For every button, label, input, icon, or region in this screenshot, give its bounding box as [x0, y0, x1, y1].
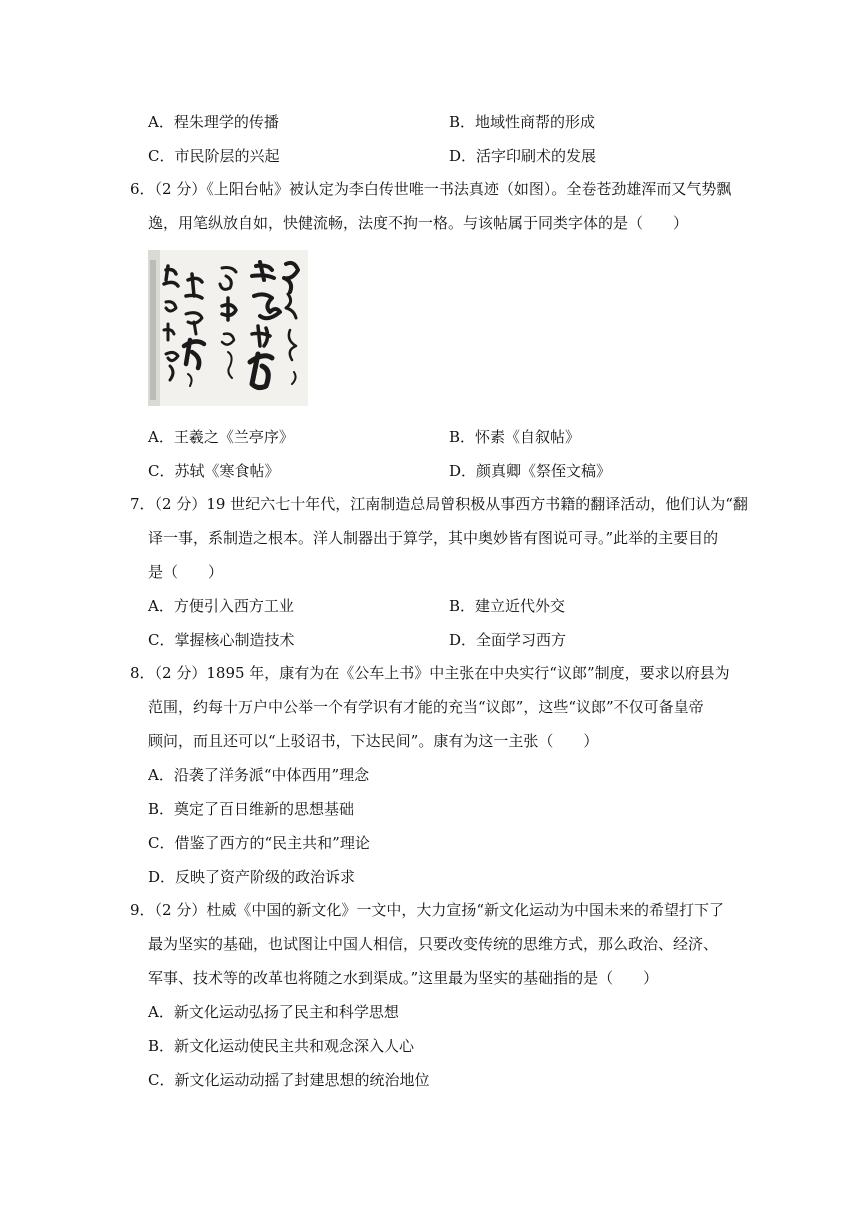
- q5-option-b: B．地域性商帮的形成: [449, 113, 596, 131]
- q8-stem-line-3: 顾问，而且还可以“上驳诏书，下达民间”。康有为这一主张（ ）: [148, 732, 599, 750]
- q6-option-b: B．怀素《自叙帖》: [449, 428, 581, 446]
- q8-option-d: D．反映了资产阶级的政治诉求: [148, 868, 356, 886]
- q7-option-b: B．建立近代外交: [449, 597, 566, 615]
- q7-option-a: A．方便引入西方工业: [148, 597, 294, 615]
- calligraphy-image: [148, 250, 308, 406]
- q8-stem-line-1: 8．（2 分）1895 年，康有为在《公车上书》中主张在中央实行“议郎”制度，要求以府县为: [130, 664, 730, 682]
- q9-option-a: A．新文化运动弘扬了民主和科学思想: [148, 1003, 399, 1021]
- q8-option-c: C．借鉴了西方的“民主共和”理论: [148, 834, 370, 852]
- q7-stem-line-2: 译一事，系制造之根本。洋人制器出于算学，其中奥妙皆有图说可寻。”此举的主要目的: [148, 529, 719, 547]
- q7-option-d: D．全面学习西方: [449, 631, 567, 649]
- q6-stem-line-2: 逸，用笔纵放自如，快健流畅，法度不拘一格。与该帖属于同类字体的是（ ）: [148, 214, 689, 232]
- calligraphy-strokes: [148, 250, 308, 406]
- q8-option-a: A．沿袭了洋务派“中体西用”理念: [148, 766, 370, 784]
- q5-option-a: A．程朱理学的传播: [148, 113, 279, 131]
- q6-option-a: A．王羲之《兰亭序》: [148, 428, 294, 446]
- q7-stem-line-3: 是（ ）: [148, 563, 224, 581]
- q8-stem-line-2: 范围，约每十万户中公举一个有学识有才能的充当“议郎”，这些“议郎”不仅可备皇帝: [148, 698, 704, 716]
- q9-stem-line-2: 最为坚实的基础，也试图让中国人相信，只要改变传统的思维方式，那么政治、经济、: [148, 935, 719, 953]
- q8-option-b: B．奠定了百日维新的思想基础: [148, 800, 355, 818]
- q7-option-c: C．掌握核心制造技术: [148, 631, 295, 649]
- q9-option-c: C．新文化运动动摇了封建思想的统治地位: [148, 1071, 430, 1089]
- q5-option-d: D．活字印刷术的发展: [449, 147, 597, 165]
- q9-stem-line-3: 军事、技术等的改革也将随之水到渠成。”这里最为坚实的基础指的是（ ）: [148, 969, 659, 987]
- q6-option-c: C．苏轼《寒食帖》: [148, 462, 280, 480]
- q5-option-c: C．市民阶层的兴起: [148, 147, 280, 165]
- q9-stem-line-1: 9．（2 分）杜威《中国的新文化》一文中，大力宣扬“新文化运动为中国未来的希望打下了: [130, 901, 725, 919]
- q9-option-b: B．新文化运动使民主共和观念深入人心: [148, 1037, 415, 1055]
- q6-stem-line-1: 6．（2 分）《上阳台帖》被认定为李白传世唯一书法真迹（如图）。全卷苍劲雄浑而又气势飘: [130, 180, 732, 198]
- q7-stem-line-1: 7．（2 分）19 世纪六七十年代，江南制造总局曾积极从事西方书籍的翻译活动，他们认为“翻: [130, 495, 748, 513]
- q6-option-d: D．颜真卿《祭侄文稿》: [449, 462, 612, 480]
